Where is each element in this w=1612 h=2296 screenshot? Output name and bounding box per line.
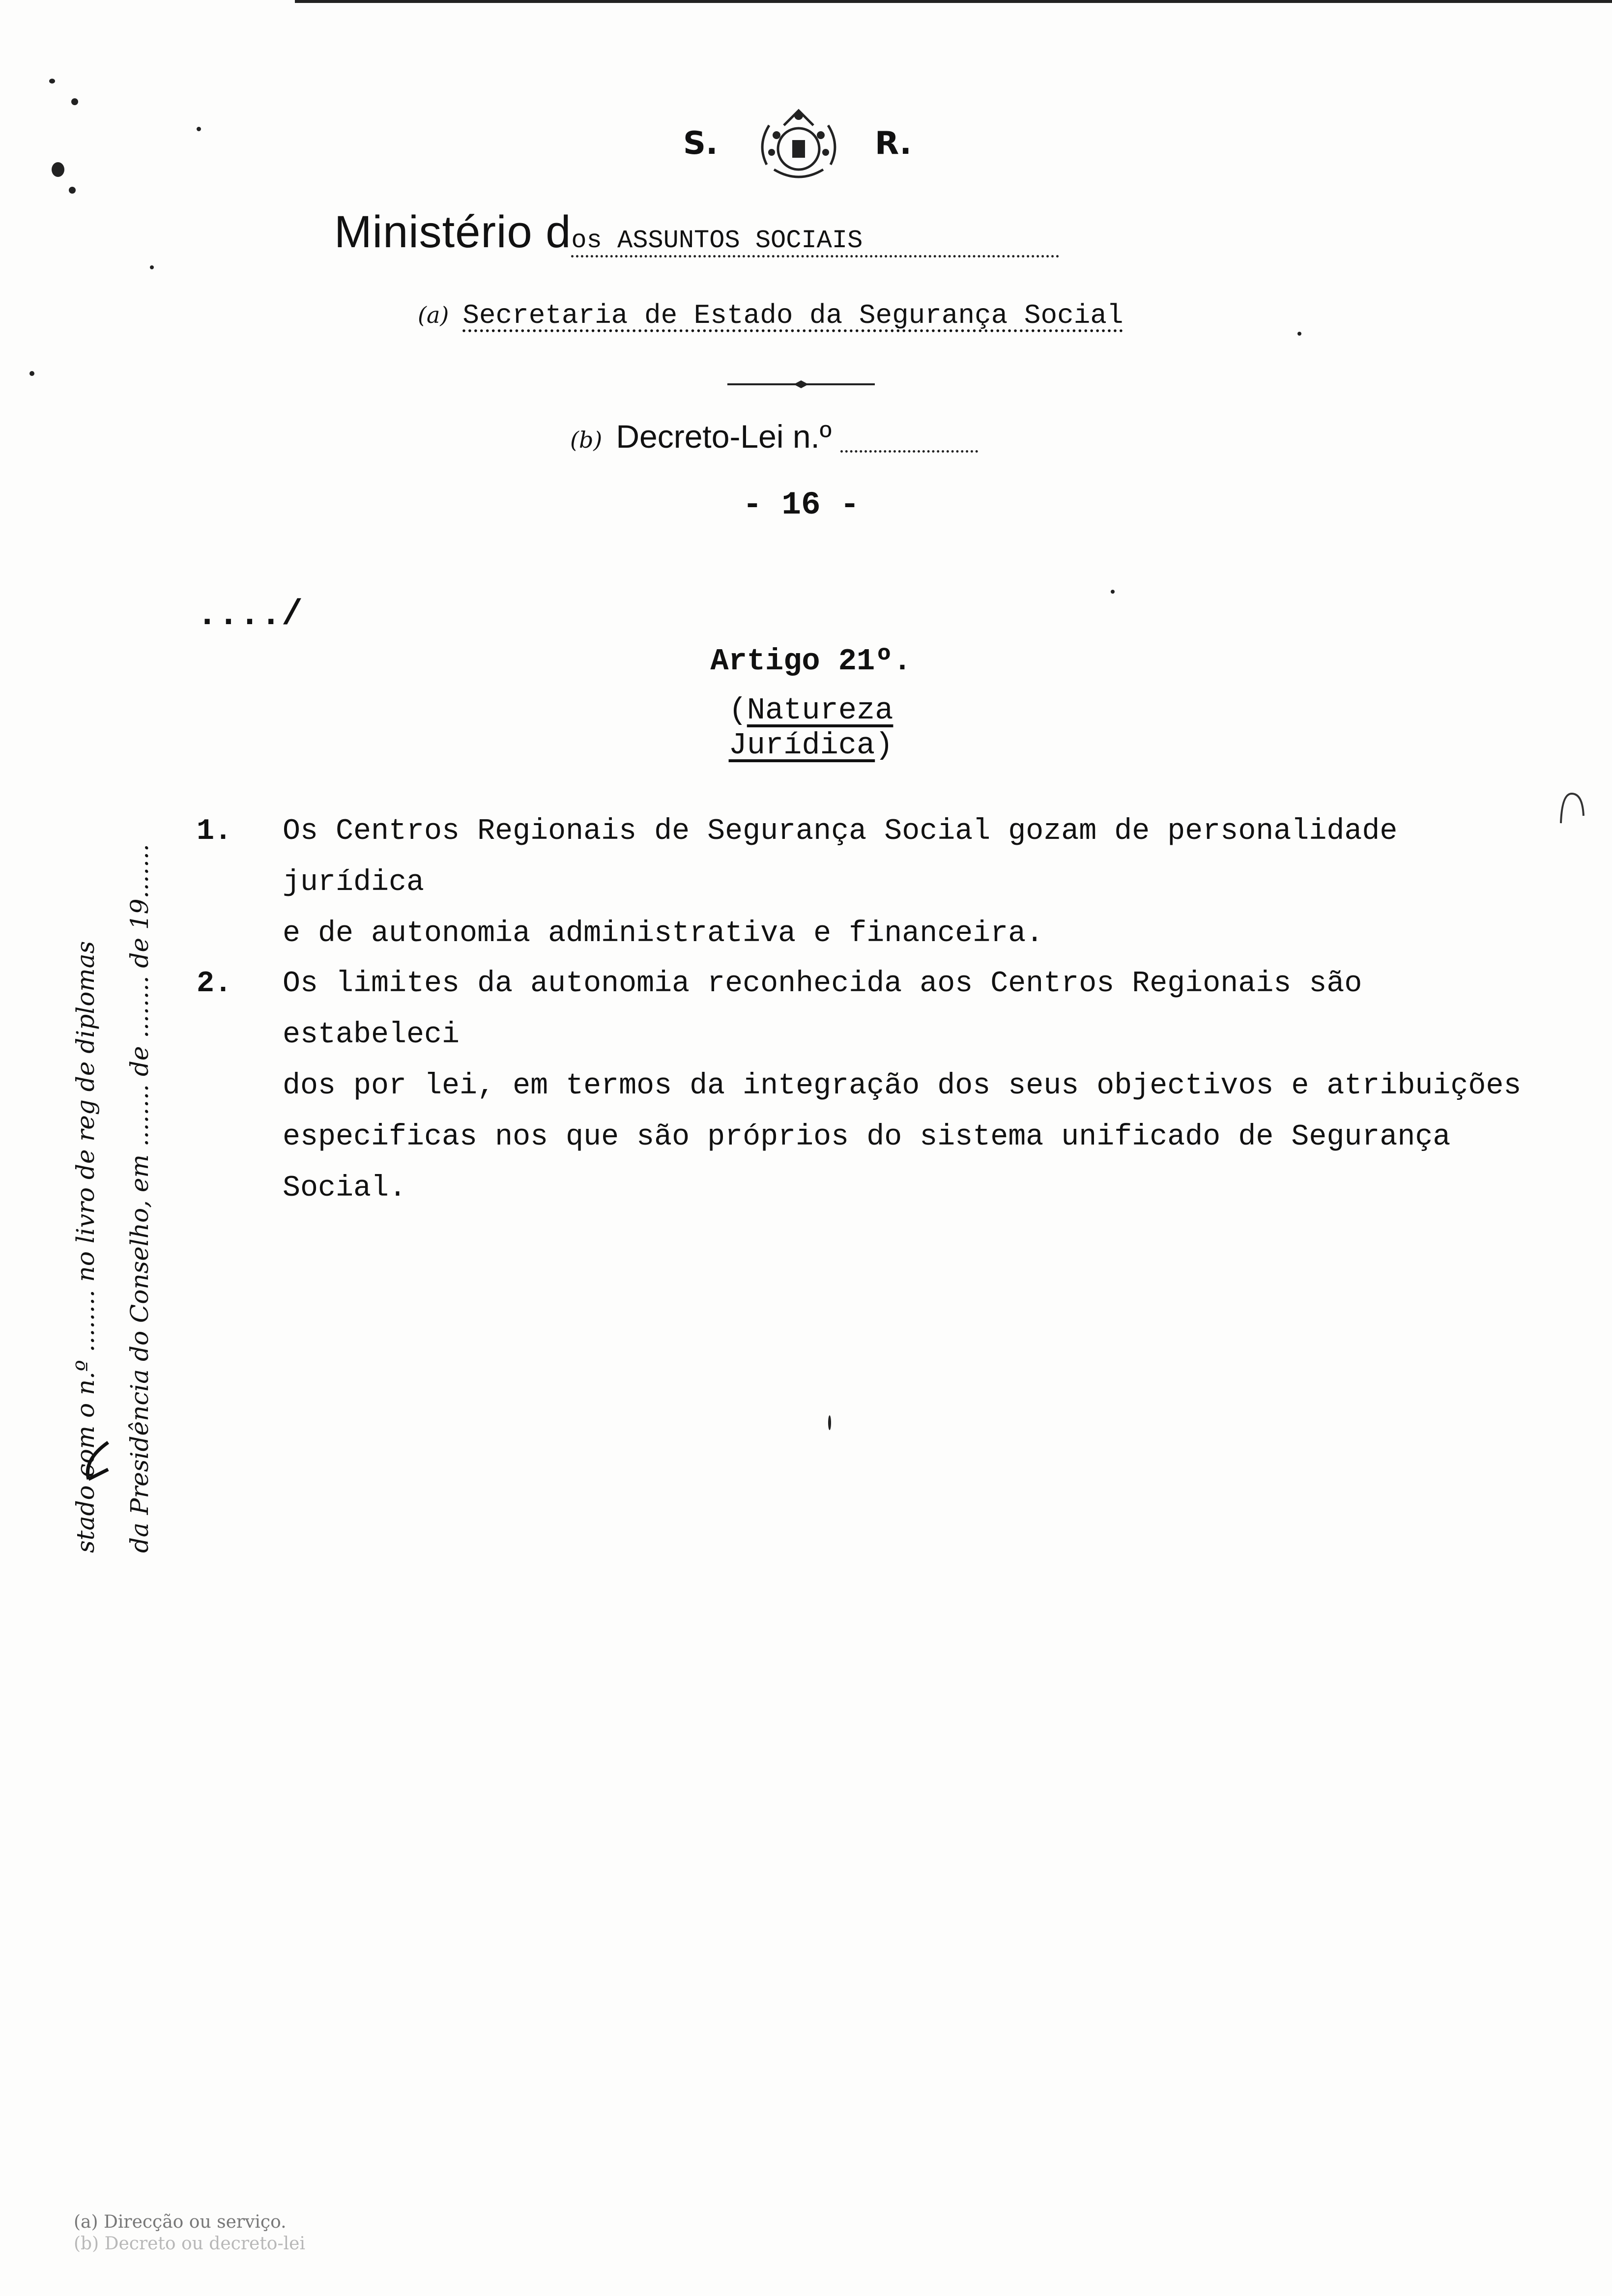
ornament-divider [727, 379, 875, 389]
state-header [678, 106, 934, 189]
page-number: - 16 - [743, 487, 860, 523]
footnote-marker-a: (a) [418, 302, 449, 328]
clause-item [197, 958, 1548, 1205]
state-initial-left: S. [683, 125, 718, 162]
decreto-label: Decreto-Lei n.º [616, 418, 832, 455]
decreto-line [570, 418, 1062, 462]
footnote-a: (a) Direcção ou serviço. [74, 2212, 287, 2232]
clause-number: 1. [197, 815, 232, 848]
scan-speck [69, 187, 76, 194]
article-subtitle-text: Natureza Jurídica [728, 693, 893, 763]
ministry-name: os ASSUNTOS SOCIAIS [571, 226, 1059, 258]
scan-speck [828, 1415, 831, 1430]
footnotes [74, 2211, 565, 2270]
scan-speck [29, 371, 34, 376]
scan-speck [71, 98, 78, 105]
margin-arc-mark [1557, 791, 1586, 826]
clause-item [197, 806, 1548, 950]
article-subtitle: (Natureza Jurídica) [728, 693, 893, 763]
scan-speck [49, 79, 55, 84]
ministry-label: Ministério d [334, 207, 572, 257]
scan-speck [197, 127, 201, 131]
clause-text: Os limites da autonomia reconhecida aos Centros Regionais são estabeleci dos por lei, em termos da integração dos seus objectivos e atribuições especificas nos que são próprios do sistema unificado de Segurança Social. [283, 967, 1522, 1205]
scan-speck [52, 162, 64, 177]
margin-registration-line-2: da Presidência do Conselho, em ........ de ........ de 19....... [125, 844, 154, 1553]
continuation-mark: ..../ [197, 595, 303, 635]
scan-speck [1297, 332, 1301, 336]
scan-speck [150, 265, 154, 269]
decreto-number-blank [840, 441, 978, 453]
article-title: Artigo 21º. [710, 644, 912, 679]
secretaria-line [418, 300, 1204, 344]
secretaria-name: Secretaria de Estado da Segurança Social [462, 300, 1123, 331]
clause-text: Os Centros Regionais de Segurança Social gozam de personalidade jurídica e de autonomia administrativa e financeira. [283, 815, 1398, 950]
margin-bracket-mark [79, 1440, 113, 1484]
clause-number: 2. [197, 967, 232, 1001]
scan-speck [1111, 590, 1115, 594]
margin-registration-line-1: stado com o n.º ........ no livro de reg de diplomas [71, 941, 100, 1553]
state-initial-right: R. [875, 125, 912, 162]
top-border-line [295, 0, 1612, 3]
coat-of-arms-icon [747, 106, 850, 189]
footnote-marker-b: (b) [570, 427, 603, 453]
ministry-line [334, 206, 1268, 265]
margin-registration [52, 629, 179, 1553]
footnote-b: (b) Decreto ou decreto-lei [74, 2234, 305, 2254]
